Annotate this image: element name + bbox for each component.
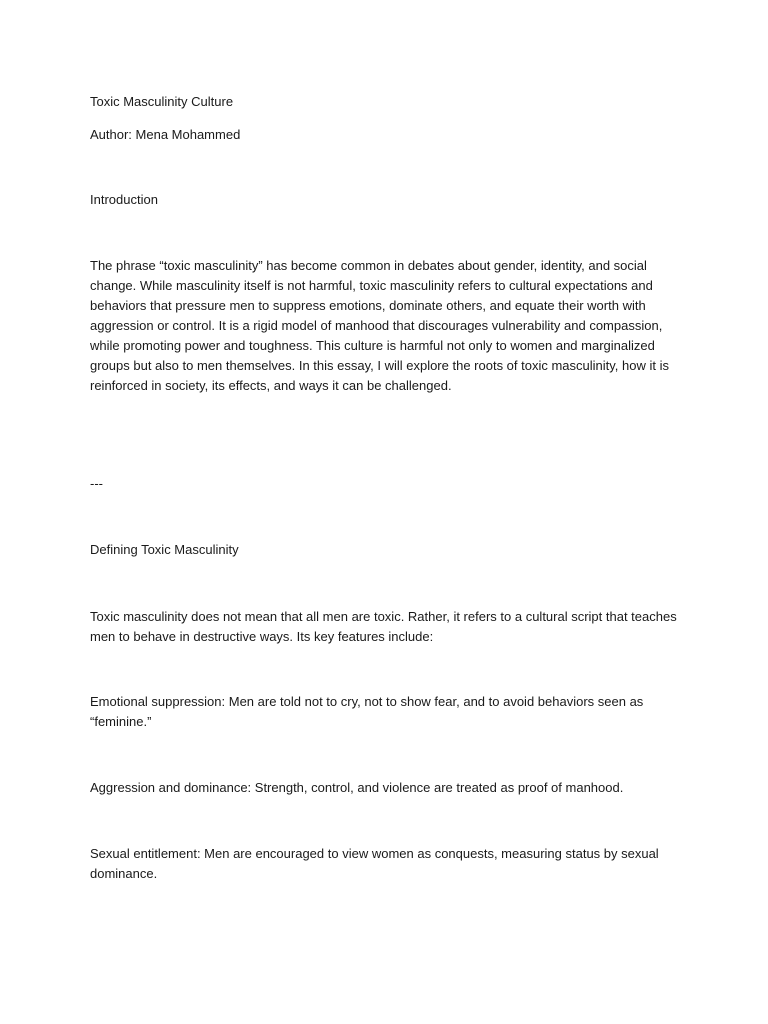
introduction-heading: Introduction [90, 192, 158, 207]
feature-item-sexual-entitlement: Sexual entitlement: Men are encouraged to view women as conquests, measuring status by sexual dominance. [90, 846, 659, 881]
section-separator: --- [90, 476, 103, 491]
document-title: Toxic Masculinity Culture [90, 94, 234, 109]
author-line: Author: Mena Mohammed [90, 127, 241, 142]
defining-heading: Defining Toxic Masculinity [90, 542, 239, 557]
defining-paragraph: Toxic masculinity does not mean that all men are toxic. Rather, it refers to a cultural script that teaches men to behave in destructive ways. Its key features include: [90, 609, 677, 644]
feature-item-emotional-suppression: Emotional suppression: Men are told not to cry, not to show fear, and to avoid behaviors seen as “feminine.” [90, 694, 644, 729]
feature-item-aggression: Aggression and dominance: Strength, control, and violence are treated as proof of manhood. [90, 780, 624, 795]
introduction-paragraph: The phrase “toxic masculinity” has become common in debates about gender, identity, and social change. While masculinity itself is not harmful, toxic masculinity refers to cultural expectations and behaviors that pressure men to suppress emotions, dominate others, and equate their worth with aggression or control. It is a rigid model of manhood that discourages vulnerability and compassion, while promoting power and toughness. This culture is harmful not only to women and marginalized groups but also to men themselves. In this essay, I will explore the roots of toxic masculinity, how it is reinforced in society, its effects, and ways it can be challenged. [90, 258, 669, 393]
